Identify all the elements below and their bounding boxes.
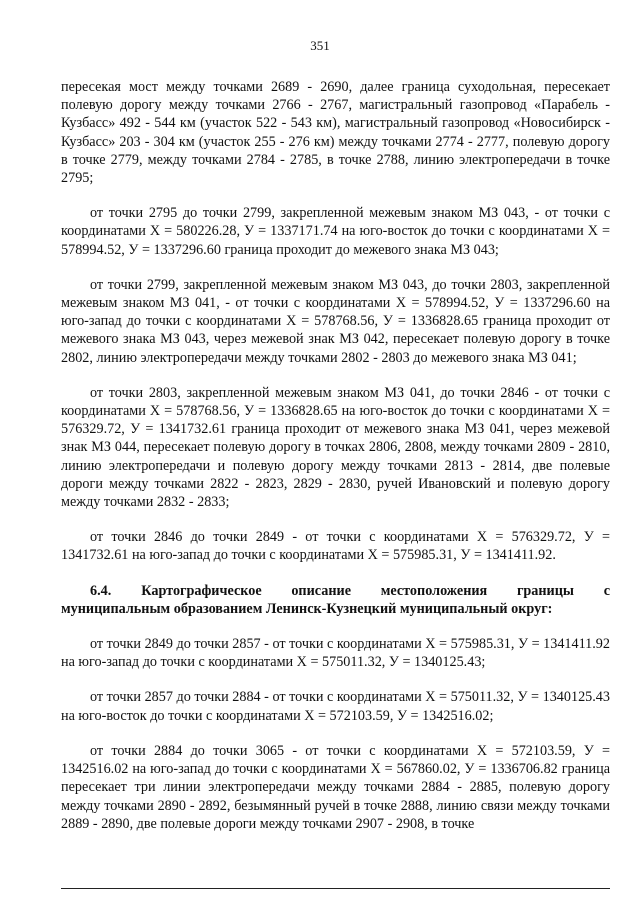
paragraph-2857-2884: от точки 2857 до точки 2884 - от точки с координатами Х = 575011.32, У = 1340125.43 на юго-восток до точки с координатами Х = 572103.59, У = 1342516.02; xyxy=(61,689,610,724)
section-number: 6.4. xyxy=(90,582,112,599)
paragraph-2795-2799: от точки 2795 до точки 2799, закрепленной межевым знаком МЗ 043, - от точки с координатами Х = 580226.28, У = 1337171.74 на юго-восток до точки с координатами Х = 578994.52, У = 1337296.60 граница проходит до межевого знака МЗ 043; xyxy=(61,205,610,258)
paragraph-2884-3065: от точки 2884 до точки 3065 - от точки с координатами Х = 572103.59, У = 1342516.02 на юго-запад до точки с координатами Х = 567860.02, У = 1336706.82 граница пересекает три линии электропередачи между точками 2884 - 2885, полевую дорогу между точками 2890 - 2892, безымянный ручей в точке 2888, линию связи между точками 2889 - 2890, две полевые дороги между точками 2907 - 2908, в точке xyxy=(61,742,610,832)
section-title: Картографическое описание местоположения границы с муниципальным образованием Ленинск-Кузнецкий муниципальный округ: xyxy=(61,582,610,617)
paragraph-2846-2849: от точки 2846 до точки 2849 - от точки с координатами Х = 576329.72, У = 1341732.61 на юго-запад до точки с координатами Х = 575985.31, У = 1341411.92. xyxy=(61,529,610,564)
section-heading xyxy=(61,582,610,618)
paragraph-2849-2857: от точки 2849 до точки 2857 - от точки с координатами Х = 575985.31, У = 1341411.92 на юго-запад до точки с координатами Х = 575011.32, У = 1340125.43; xyxy=(61,636,610,671)
paragraph-continuation: пересекая мост между точками 2689 - 2690, далее граница суходольная, пересекает полевую дорогу между точками 2766 - 2767, магистральный газопровод «Парабель - Кузбасс» 492 - 544 км (участок 522 - 543 км), магистральный газопровод «Новосибирск - Кузбасс» 203 - 304 км (участок 255 - 276 км) между точками 2774 - 2777, полевую дорогу в точке 2779, между точками 2784 - 2785, в точке 2788, линию электропередачи в точке 2795; xyxy=(61,79,610,187)
paragraph-2799-2803: от точки 2799, закрепленной межевым знаком МЗ 043, до точки 2803, закрепленной межевым знаком МЗ 041, - от точки с координатами Х = 578994.52, У = 1337296.60 на юго-запад до точки с координатами Х = 578768.56, У = 1336828.65 граница проходит от межевого знака МЗ 043, через межевой знак МЗ 042, пересекает полевую дорогу в точке 2802, линию электропередачи между точками 2802 - 2803 до межевого знака МЗ 041; xyxy=(61,276,610,366)
paragraph-2803-2846: от точки 2803, закрепленной межевым знаком МЗ 041, до точки 2846 - от точки с координатами Х = 578768.56, У = 1336828.65 на юго-восток до точки с координатами Х = 576329.72, У = 1341732.61 граница проходит от межевого знака МЗ 041, через межевой знак МЗ 044, пересекает полевую дорогу в точках 2806, 2808, между точками 2809 - 2810, линию электропередачи и полевую дорогу между точками 2813 - 2814, две полевые дороги между точками 2822 - 2823, 2829 - 2830, ручей Ивановский и полевую дорогу между точками 2832 - 2833; xyxy=(61,384,610,511)
document-body xyxy=(61,78,610,850)
bottom-divider xyxy=(61,888,610,889)
page-number: 351 xyxy=(310,38,330,53)
